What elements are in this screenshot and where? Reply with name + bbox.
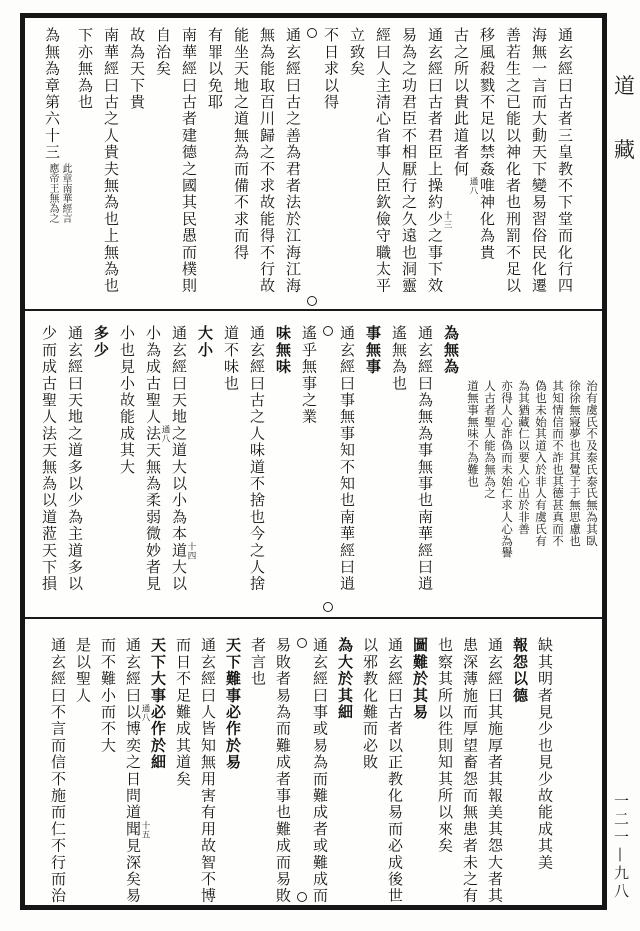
text-column: 南華經曰古之人貴夫無為也上無為也 xyxy=(102,27,120,295)
register-middle xyxy=(36,325,600,615)
lemma-heading-column: 天下難事必作於易 xyxy=(224,637,242,771)
text-column: 道不味也 xyxy=(222,325,240,392)
chapter-note xyxy=(46,163,72,223)
lemma-heading-column: 圖難於其易 xyxy=(411,637,429,721)
lemma-heading-column: 天下大事必作於細 xyxy=(149,637,167,771)
annotation-column: 為其猶藏仁以要人心出於非善 xyxy=(517,380,531,535)
section-circle xyxy=(323,602,333,612)
text-column: 通玄經曰其施厚者其報美其怨大者其 xyxy=(486,637,504,905)
collection-label-dao: 道 xyxy=(614,74,635,98)
text-column: 下亦無為也 xyxy=(76,27,94,111)
lemma-heading-column: 味無味 xyxy=(274,325,292,376)
annotation-block xyxy=(464,325,600,615)
text-column: 為無為章第六十三 此章南華經言 應帝王無為之 xyxy=(43,27,71,223)
annotation-column: 徐徐無寢夢也其覺于于無思慮也 xyxy=(568,380,582,547)
section-circle-gap xyxy=(306,27,318,309)
section-circle xyxy=(297,638,307,648)
lemma-heading-column: 多少 xyxy=(92,325,110,359)
text-column: 易為之功君臣不相厭行之久遠也洞靈 xyxy=(400,27,418,295)
text-column: 有罪以免耶 xyxy=(206,27,224,111)
text-column: 通玄經曰事或易為而難成者或難成而 xyxy=(311,637,329,905)
text-column: 少而成古聖人法天無為以道蒞天下損 xyxy=(40,325,58,593)
text-column: 遙無為也 xyxy=(390,325,408,392)
collection-label-zang: 藏 xyxy=(614,138,635,162)
section-circle-gap xyxy=(296,637,308,905)
text-column: 通玄經曰古者三皇教不下堂而化行四 xyxy=(556,27,574,295)
text-column: 海無一言而大動天下變易習俗民化遷 xyxy=(530,27,548,295)
text-column: 而日不足難成其道矣 xyxy=(174,637,192,788)
annotation-column: 道無事無味不為難也 xyxy=(466,380,480,488)
section-circle xyxy=(307,296,317,306)
text-column: 通玄經曰古之人味道不捨也今之人捨 xyxy=(248,325,266,593)
register-divider-2 xyxy=(25,617,602,619)
lemma-heading-column: 報怨以德 xyxy=(511,637,529,704)
folio-mark: 十三 xyxy=(442,210,452,229)
register-bottom xyxy=(46,637,558,905)
text-column: 立致矣 xyxy=(348,27,366,78)
section-circle xyxy=(297,892,307,902)
text-column: 患深薄施而厚望畜怨而無患者未之有 xyxy=(461,637,479,905)
volume-page-number xyxy=(611,793,631,901)
annotation-column: 亦得人心詐偽而未始仁求人心為譽 xyxy=(500,380,514,559)
text-column: 通玄經曰天地之道大以小為本 十四 道大以 xyxy=(170,325,196,593)
annotation-column: 人古者聖人能為無為之 xyxy=(483,380,497,499)
text-column: 不日求以得 xyxy=(322,27,340,111)
text-column: 通玄經曰古者以正教化易而必成後世 xyxy=(386,637,404,905)
text-column: 而不難小而不大 xyxy=(99,637,117,754)
text-column: 也察其所以徃則知其所以來矣 xyxy=(436,637,454,855)
text-column: 無為能取百川歸之不求故能得不行故 xyxy=(258,27,276,295)
volume-page-separator: — xyxy=(612,847,630,865)
lemma-heading-column: 為無為 xyxy=(442,325,460,376)
text-column: 自治矣 xyxy=(154,27,172,78)
text-column: 能坐天地之道無為而備不求而得 xyxy=(232,27,250,261)
section-circle-gap xyxy=(322,325,334,615)
text-column: 以邪教化難而必敗 xyxy=(361,637,379,771)
volume-number: 一二一 xyxy=(612,793,630,847)
text-column: 移風殺戮不足以禁姦唯神化為貴 xyxy=(478,27,496,261)
text-column: 通玄經曰古之善為君者法於江海江海 xyxy=(284,27,302,295)
text-column: 古之所以貴此道者何 通八 xyxy=(452,27,478,196)
text-column: 通玄經曰人皆知無用害有用故智不博 xyxy=(199,637,217,905)
text-column: 者言也 xyxy=(249,637,267,688)
text-column: 南華經曰古者建德之國其民愚而樸則 xyxy=(180,27,198,295)
text-column: 通玄經曰為無為事無事也南華經曰逍 xyxy=(416,325,434,593)
folio-mark: 通八 xyxy=(468,177,478,196)
text-column: 通玄經曰古者君臣上操約 十三 少之事下效 xyxy=(426,27,452,295)
text-column: 善若生之已能以神化者也刑罰不足以 xyxy=(504,27,522,295)
annotation-column: 其知情信而不詐也其德甚真而不 xyxy=(551,380,565,547)
section-circle xyxy=(307,28,317,38)
text-column: 易敗者易為而難成者事也難成而易敗 xyxy=(274,637,292,905)
text-column: 小為成古聖人 通八 法天無為柔弱微妙者見 xyxy=(144,325,170,593)
section-circle xyxy=(323,326,333,336)
folio-mark: 通八 xyxy=(140,703,150,722)
lemma-heading-column: 大小 xyxy=(196,325,214,359)
folio-mark: 十四 xyxy=(186,542,196,561)
text-column: 小也見小故能成其大 xyxy=(118,325,136,476)
text-column: 遙乎無事之業 xyxy=(300,325,318,426)
text-column: 經曰人主清心省事人臣欽儉守職太平 xyxy=(374,27,392,295)
text-column: 通玄經曰事無事知不知也南華經曰逍 xyxy=(338,325,356,593)
register-divider-1 xyxy=(25,309,602,311)
text-column: 通玄經曰不言而信不施而仁不行而治 xyxy=(49,637,67,905)
text-column: 通玄經曰 通八 以博奕之日問道 十五 聞見深矣易 xyxy=(124,637,150,905)
annotation-column: 偽也未始其道入於非人有虞氏有 xyxy=(534,380,548,547)
annotation-column: 治有虞氏不及泰氏泰氏無為其臥 xyxy=(585,380,599,547)
chapter-note-column: 此章南華經言 xyxy=(60,162,71,223)
register-top xyxy=(43,27,578,309)
lemma-heading-column: 為大於其細 xyxy=(336,637,354,721)
folio-mark: 十五 xyxy=(140,820,150,839)
text-column: 故為天下貴 xyxy=(128,27,146,111)
text-column: 是以聖人 xyxy=(74,637,92,704)
lemma-heading-column: 事無事 xyxy=(364,325,382,376)
text-column: 缺其明者見少也見少故能成其美 xyxy=(536,637,554,871)
chapter-note-column: 應帝王無為之 xyxy=(47,162,58,223)
page-number: 九八 xyxy=(612,865,630,901)
folio-mark: 通八 xyxy=(160,425,170,444)
text-column: 通玄經曰天地之道多以少為主道多以 xyxy=(66,325,84,593)
